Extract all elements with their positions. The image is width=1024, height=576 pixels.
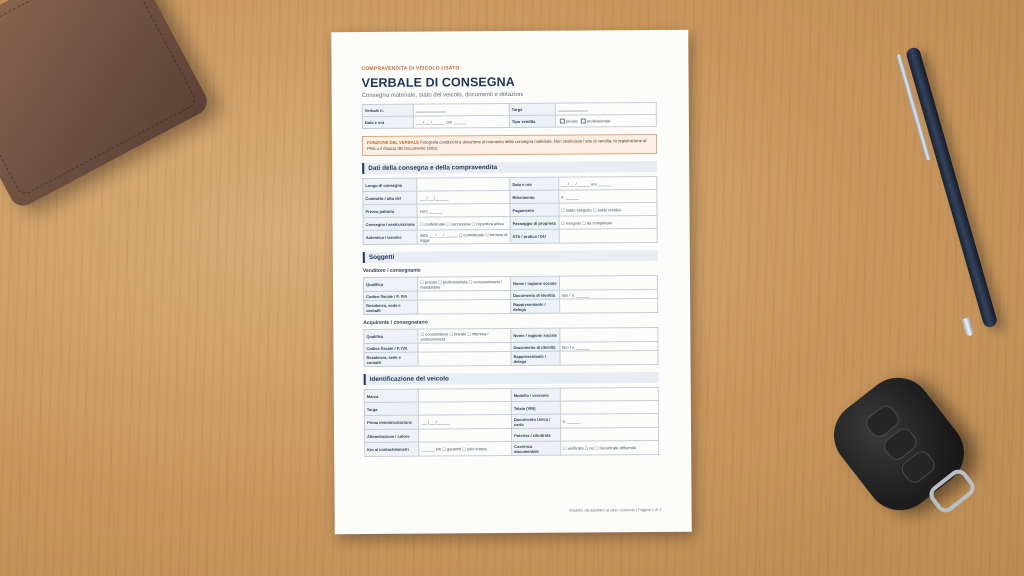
field-value[interactable]: ☐ saldo eseguito ☐ saldo residuo xyxy=(559,202,657,216)
field-value[interactable] xyxy=(418,300,511,315)
document-subtitle: Consegna materiale, stato del veicolo, documenti e dotazioni xyxy=(361,91,524,100)
field-value[interactable] xyxy=(559,298,657,313)
notice-text: Fotografa condizioni e dotazione al momento della consegna materiale. Non sostituisce l'atto di vendita, la registrazione al PRA o il rilascio del Documento Unico. xyxy=(367,138,647,152)
targa-label: Targa xyxy=(509,103,555,115)
field-label: Residenza, sede e contatti xyxy=(364,300,418,314)
tipo-vendita-label: Tipo vendita xyxy=(509,115,555,127)
checkbox-professionale[interactable] xyxy=(581,119,586,124)
section-title-veicolo: Identificazione del veicolo xyxy=(364,372,659,385)
field-label: Riferimento xyxy=(510,190,559,203)
field-value[interactable] xyxy=(560,327,658,342)
field-value[interactable]: ☐ contestuale ☐ successiva ☐ copertura attiva xyxy=(417,217,510,231)
document-title: VERBALE DI CONSEGNA xyxy=(361,74,515,91)
field-value[interactable]: n. ______ xyxy=(559,189,657,203)
field-value[interactable] xyxy=(419,429,512,443)
targa-field[interactable] xyxy=(555,102,656,115)
section-title-soggetti: Soggetti xyxy=(363,250,658,263)
field-label: Potenza / cilindrata xyxy=(512,428,561,441)
field-label: Codice fiscale / P. IVA xyxy=(364,291,418,300)
field-label: Nome / ragione sociale xyxy=(511,328,560,342)
document-overline: COMPRAVENDITA DI VEICOLO USATO xyxy=(361,65,460,73)
data-ora-label: Data e ora xyxy=(362,116,414,128)
option-privato: privato xyxy=(565,118,578,124)
document-content xyxy=(361,64,659,457)
field-label: Qualifica xyxy=(364,329,418,343)
page-footer: Modello da adattare al caso concreto | Pagina 1 di 4 xyxy=(569,506,662,513)
header-fields-table xyxy=(362,102,657,129)
section-consegna-table xyxy=(362,176,657,245)
field-value[interactable]: ☐ privato ☐ professionista ☐ concessionario / mandatario xyxy=(418,277,511,292)
table-row xyxy=(364,350,658,366)
field-label: Marca xyxy=(364,389,418,402)
field-value[interactable]: ☐ eseguito ☐ da completare xyxy=(559,215,657,229)
section-veicolo-table xyxy=(364,387,659,457)
field-label: Qualifica xyxy=(363,277,417,291)
pen xyxy=(905,46,998,329)
field-label: STA / pratica / DU xyxy=(510,229,559,243)
field-label: Residenza, sede e contatti xyxy=(364,352,418,366)
field-label: Km al contachilometri xyxy=(365,442,419,456)
pen-tip xyxy=(962,317,975,337)
acquirente-table xyxy=(363,327,658,367)
field-value[interactable] xyxy=(560,387,658,401)
tipo-vendita-field[interactable] xyxy=(555,114,656,127)
field-label: Documento Unico / carta xyxy=(511,414,560,428)
field-value[interactable]: ☐ consumatore ☐ privato ☐ impresa / professionista xyxy=(418,329,511,344)
field-label: Prezzo pattuito xyxy=(363,204,417,217)
field-value[interactable]: data ___/___/______ ☐ contestuale ☐ termine di legge xyxy=(417,230,510,245)
field-value[interactable] xyxy=(559,228,657,243)
field-value[interactable] xyxy=(418,389,511,403)
field-label: Nome / ragione sociale xyxy=(510,276,559,290)
field-label: Rappresentante / delega xyxy=(511,351,560,365)
field-value[interactable] xyxy=(417,178,510,192)
subsection-acquirente: Acquirente / consegnatario xyxy=(363,319,428,327)
table-row xyxy=(364,298,658,314)
field-value[interactable]: ___/___/______ xyxy=(419,415,512,430)
field-label: Rappresentante / delega xyxy=(511,299,560,313)
field-label: Codice fiscale / P. IVA xyxy=(364,343,418,352)
field-label: Pagamento xyxy=(510,203,559,216)
verbale-label: Verbale n. xyxy=(362,104,414,116)
field-value[interactable] xyxy=(419,402,512,416)
field-value[interactable] xyxy=(418,352,511,367)
leather-wallet xyxy=(0,0,212,211)
checkbox-privato[interactable] xyxy=(560,119,565,124)
field-label: Contratto / atto del xyxy=(363,191,417,204)
field-value[interactable]: ☐ verificata ☐ no ☐ riscontrate difformità xyxy=(560,440,658,455)
notice-box xyxy=(362,134,657,156)
field-value[interactable]: tipo / n. ______ xyxy=(560,341,658,351)
section-title-consegna: Dati della consegna e della compravendita xyxy=(362,161,657,174)
table-row xyxy=(363,228,657,244)
field-label: Data e ora xyxy=(510,177,559,190)
venditore-table xyxy=(363,275,658,315)
field-value[interactable] xyxy=(559,275,657,290)
field-value[interactable] xyxy=(560,427,658,441)
field-label: Coerenza documentale xyxy=(512,441,561,455)
field-label: Prima immatricolazione xyxy=(364,415,418,429)
verbale-field[interactable] xyxy=(414,104,510,117)
option-professionale: professionale xyxy=(586,118,611,124)
table-row xyxy=(365,440,659,456)
field-label: Passaggio di proprietà xyxy=(510,216,559,229)
field-label: Documento di identità xyxy=(511,290,560,299)
data-ora-field[interactable]: ___/___/______ ore ______ xyxy=(414,116,510,129)
field-value[interactable]: ______ km ☐ garantiti ☐ solo lettura xyxy=(419,442,512,457)
field-label: Modello / versione xyxy=(511,388,560,401)
field-label: Autentica / termine xyxy=(363,230,417,244)
field-value[interactable] xyxy=(560,400,658,414)
field-value[interactable]: euro ______ xyxy=(417,204,510,218)
field-value[interactable]: n. ______ xyxy=(560,413,658,428)
field-value[interactable]: ___/___/______ xyxy=(417,191,510,205)
field-label: Documento di identità xyxy=(511,342,560,351)
field-value[interactable] xyxy=(560,350,658,365)
notice-heading: FUNZIONE DEL VERBALE xyxy=(367,139,420,146)
field-label: Luogo di consegna xyxy=(363,178,417,191)
field-value[interactable]: tipo / n. ______ xyxy=(559,289,657,299)
field-value[interactable]: ___/___/______ ore ______ xyxy=(558,176,656,190)
field-label: Alimentazione / colore xyxy=(365,429,419,442)
subsection-venditore: Venditore / consegnante xyxy=(362,267,421,275)
field-label: Telaio (VIN) xyxy=(511,401,560,414)
field-label: Consegna / assicurazione xyxy=(363,217,417,230)
document-page xyxy=(331,30,691,534)
field-label: Targa xyxy=(364,402,418,415)
